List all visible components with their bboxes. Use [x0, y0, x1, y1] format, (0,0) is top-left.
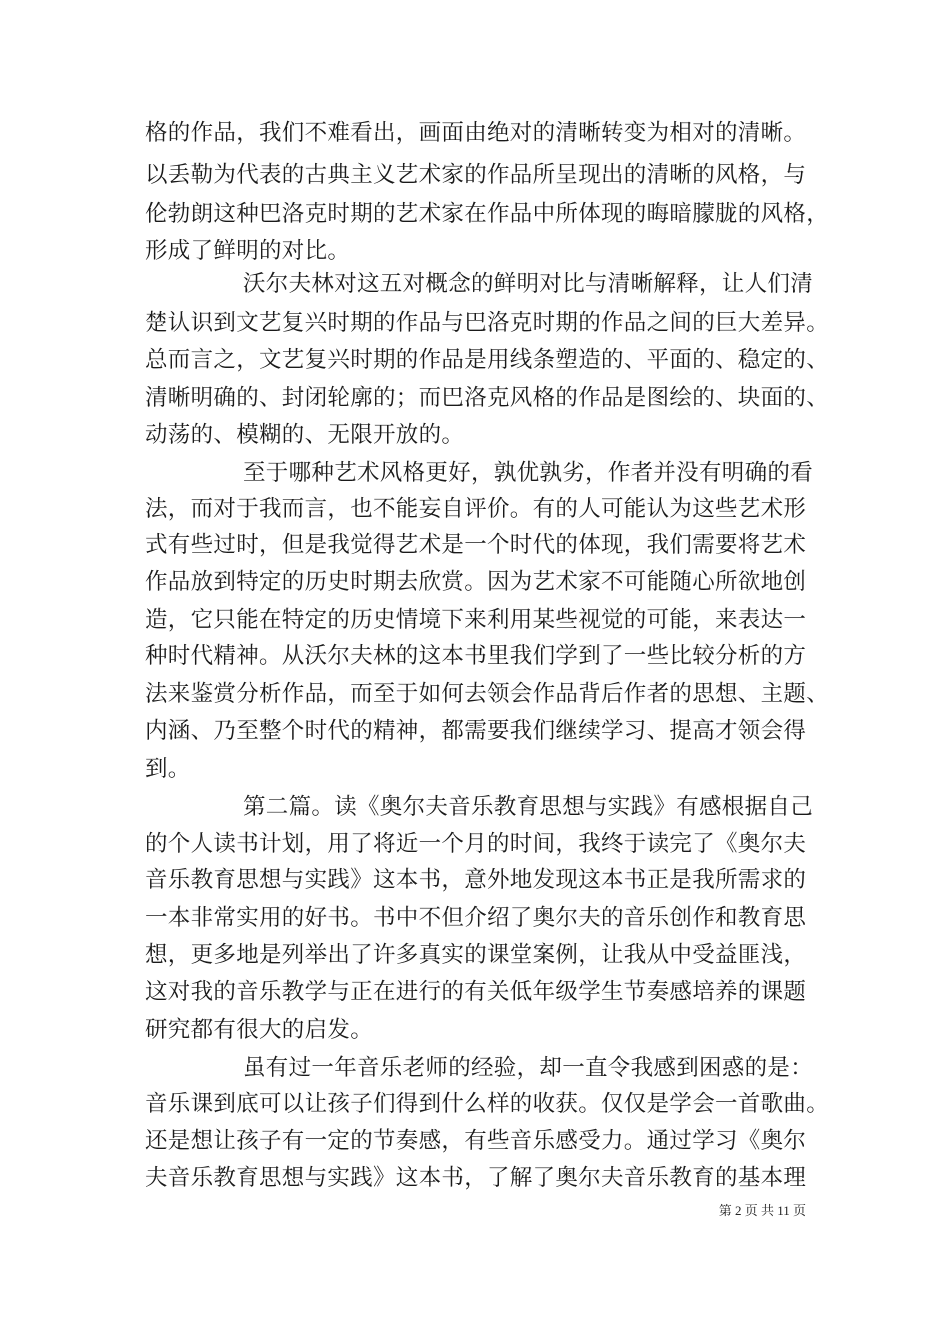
text-line: 作品放到特定的历史时期去欣赏。因为艺术家不可能随心所欲地创 — [145, 569, 807, 595]
text-line: 造，它只能在特定的历史情境下来利用某些视觉的可能，来表达一 — [145, 607, 807, 633]
text-line: 内涵、乃至整个时代的精神，都需要我们继续学习、提高才领会得 — [145, 718, 807, 744]
text-line: 总而言之，文艺复兴时期的作品是用线条塑造的、平面的、稳定的、 — [145, 347, 830, 373]
text-line: 音乐课到底可以让孩子们得到什么样的收获。仅仅是学会一首歌曲。 — [145, 1091, 830, 1117]
text-line: 楚认识到文艺复兴时期的作品与巴洛克时期的作品之间的巨大差异。 — [145, 310, 830, 336]
text-line: 形成了鲜明的对比。 — [145, 238, 351, 264]
paragraph-first-line: 沃尔夫林对这五对概念的鲜明对比与清晰解释，让人们清 — [243, 271, 814, 297]
text-line: 清晰明确的、封闭轮廓的；而巴洛克风格的作品是图绘的、块面的、 — [145, 385, 830, 411]
paragraph-first-line: 至于哪种艺术风格更好，孰优孰劣，作者并没有明确的看 — [243, 460, 814, 486]
page-number-footer: 第 2 页 共 11 页 — [718, 1203, 806, 1218]
text-line: 格的作品，我们不难看出，画面由绝对的清晰转变为相对的清晰。 — [145, 120, 807, 146]
text-line: 想，更多地是列举出了许多真实的课堂案例，让我从中受益匪浅， — [145, 942, 807, 968]
text-line: 种时代精神。从沃尔夫林的这本书里我们学到了一些比较分析的方 — [145, 643, 807, 669]
paragraph-first-line: 虽有过一年音乐老师的经验，却一直令我感到困惑的是： — [243, 1055, 814, 1081]
text-line: 一本非常实用的好书。书中不但介绍了奥尔夫的音乐创作和教育思 — [145, 905, 807, 931]
text-line: 还是想让孩子有一定的节奏感，有些音乐感受力。通过学习《奥尔 — [145, 1128, 807, 1154]
text-line: 音乐教育思想与实践》这本书，意外地发现这本书正是我所需求的 — [145, 867, 807, 893]
text-line: 到。 — [145, 756, 191, 782]
text-line: 的个人读书计划，用了将近一个月的时间，我终于读完了《奥尔夫 — [145, 831, 807, 857]
text-line: 夫音乐教育思想与实践》这本书，了解了奥尔夫音乐教育的基本理 — [145, 1165, 807, 1191]
text-line: 以丢勒为代表的古典主义艺术家的作品所呈现出的清晰的风格，与 — [145, 162, 807, 188]
paragraph-first-line: 第二篇。读《奥尔夫音乐教育思想与实践》有感根据自己 — [243, 794, 814, 820]
text-line: 伦勃朗这种巴洛克时期的艺术家在作品中所体现的晦暗朦胧的风格， — [145, 201, 830, 227]
text-line: 动荡的、模糊的、无限开放的。 — [145, 422, 465, 448]
text-line: 这对我的音乐教学与正在进行的有关低年级学生节奏感培养的课题 — [145, 979, 807, 1005]
text-line: 式有些过时，但是我觉得艺术是一个时代的体现，我们需要将艺术 — [145, 532, 807, 558]
text-line: 法，而对于我而言，也不能妄自评价。有的人可能认为这些艺术形 — [145, 496, 807, 522]
text-line: 法来鉴赏分析作品，而至于如何去领会作品背后作者的思想、主题、 — [145, 681, 830, 707]
text-line: 研究都有很大的启发。 — [145, 1017, 374, 1043]
